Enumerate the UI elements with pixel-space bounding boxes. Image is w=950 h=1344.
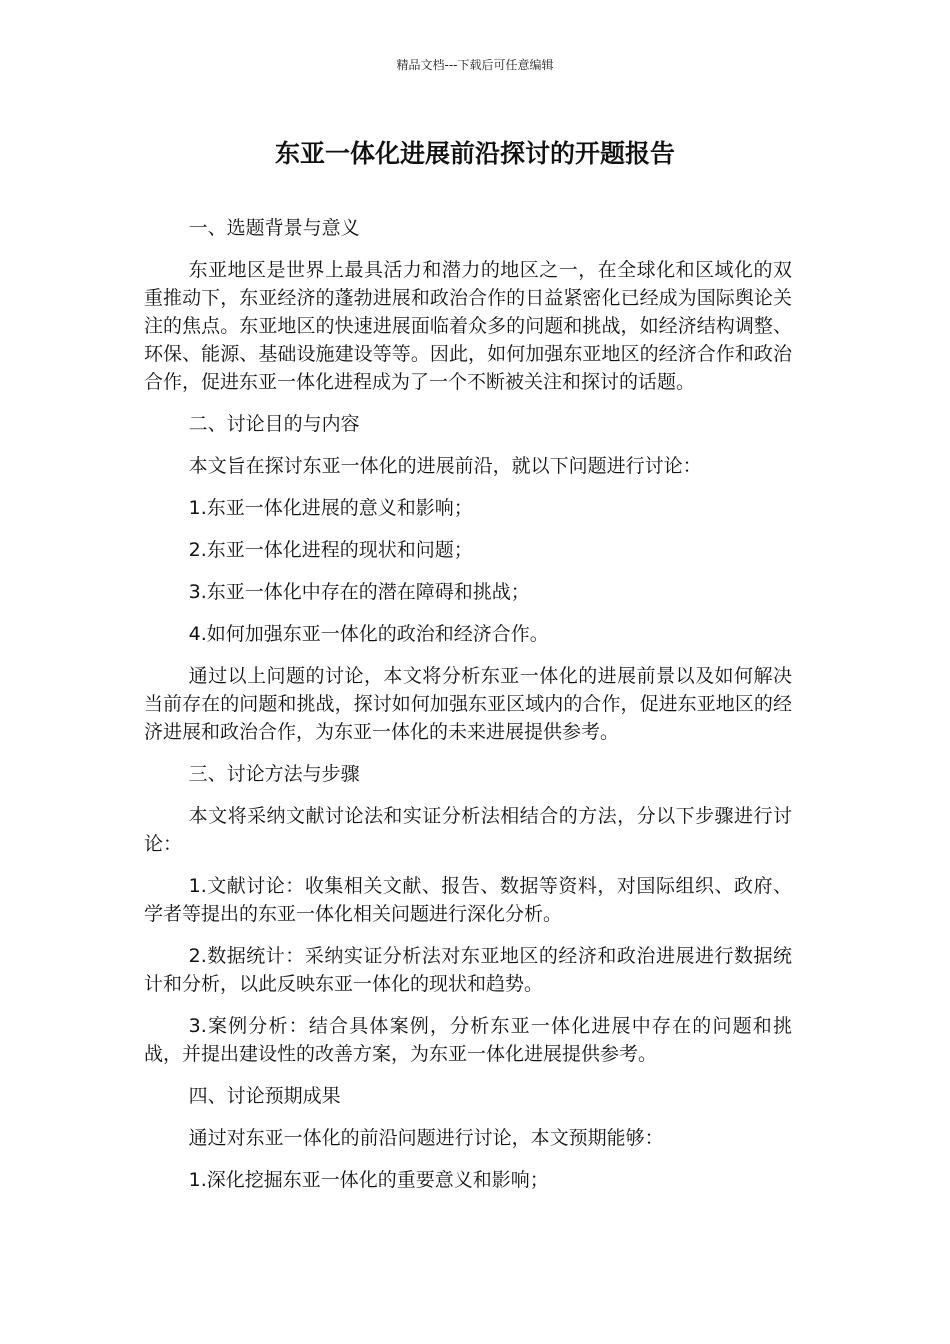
header-note: 精品文档---下载后可任意编辑 bbox=[396, 58, 554, 72]
section-heading-background: 一、选题背景与意义 bbox=[188, 217, 360, 239]
list-item: 4.如何加强东亚一体化的政治和经济合作。 bbox=[188, 623, 549, 645]
section-heading-purpose: 二、讨论目的与内容 bbox=[188, 413, 360, 435]
paragraph-purpose-intro: 本文旨在探讨东亚一体化的进展前沿，就以下问题进行讨论： bbox=[188, 455, 702, 477]
document-body bbox=[144, 214, 792, 1208]
list-item: 2.东亚一体化进程的现状和问题； bbox=[188, 539, 473, 561]
list-item: 3.东亚一体化中存在的潜在障碍和挑战； bbox=[188, 581, 530, 603]
paragraph-outcomes-intro: 通过对东亚一体化的前沿问题进行讨论，本文预期能够： bbox=[188, 1127, 664, 1149]
list-item: 2.数据统计：采纳实证分析法对东亚地区的经济和政治进展进行数据统计和分析，以此反映东亚一体化的现状和趋势。 bbox=[144, 945, 792, 995]
list-item: 1.东亚一体化进展的意义和影响； bbox=[188, 497, 473, 519]
paragraph-background: 东亚地区是世界上最具活力和潜力的地区之一，在全球化和区域化的双重推动下，东亚经济的蓬勃进展和政治合作的日益紧密化已经成为国际舆论关注的焦点。东亚地区的快速进展面临着众多的问题和挑战，如经济结构调整、环保、能源、基础设施建设等等。因此，如何加强东亚地区的经济合作和政治合作，促进东亚一体化进程成为了一个不断被关注和探讨的话题。 bbox=[144, 259, 792, 393]
section-heading-outcomes: 四、讨论预期成果 bbox=[188, 1085, 341, 1107]
document-title: 东亚一体化进展前沿探讨的开题报告 bbox=[274, 139, 675, 168]
list-item: 3.案例分析：结合具体案例，分析东亚一体化进展中存在的问题和挑战，并提出建设性的改善方案，为东亚一体化进展提供参考。 bbox=[144, 1015, 792, 1065]
paragraph-method-intro: 本文将采纳文献讨论法和实证分析法相结合的方法，分以下步骤进行讨论： bbox=[144, 805, 792, 855]
list-item: 1.文献讨论：收集相关文献、报告、数据等资料，对国际组织、政府、学者等提出的东亚一体化相关问题进行深化分析。 bbox=[144, 875, 792, 925]
paragraph-purpose-summary: 通过以上问题的讨论，本文将分析东亚一体化的进展前景以及如何解决当前存在的问题和挑战，探讨如何加强东亚区域内的合作，促进东亚地区的经济进展和政治合作，为东亚一体化的未来进展提供参考。 bbox=[144, 665, 792, 743]
list-item: 1.深化挖掘东亚一体化的重要意义和影响； bbox=[188, 1169, 549, 1191]
section-heading-method: 三、讨论方法与步骤 bbox=[188, 763, 360, 785]
